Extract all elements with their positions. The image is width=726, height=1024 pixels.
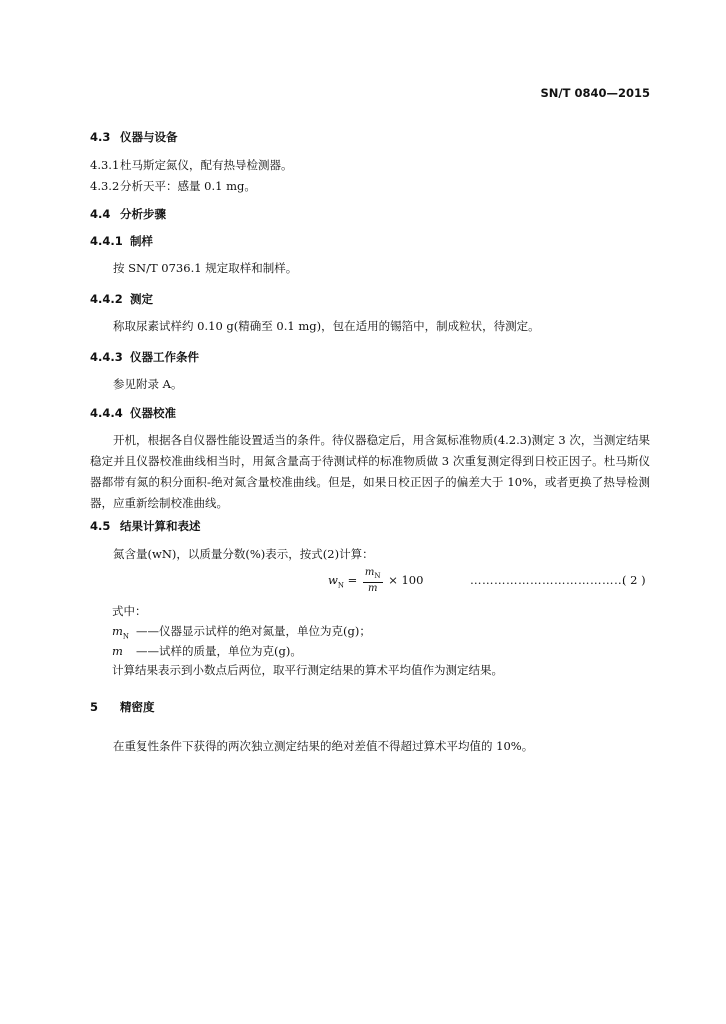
where-symbol [112, 624, 136, 640]
clause-title: 仪器校准 [130, 406, 176, 420]
section-5-heading [90, 699, 155, 715]
formula-denominator: m [367, 583, 378, 594]
clause-4-4-2-heading [90, 291, 153, 307]
formula-numerator [363, 567, 383, 583]
formula-number: ( 2 ) [622, 573, 646, 587]
clause-4-4-4-body: 开机，根据各自仪器性能设置适当的条件。待仪器稳定后，用含氮标准物质(4.2.3)测定 3 次，当测定结果稳定并且仪器校准曲线相当时，用氮含量高于待测试样的标准物质做 3 次重复测定得到日校正因子。杜马斯仪器都带有氮的积分面积-绝对氮含量校准曲线。但是，如果日校正因子的偏差大于 10%，或者更换了热导检测器，应重新绘制校准曲线。 [90, 433, 650, 510]
formula-multiplier: × 100 [388, 573, 424, 587]
clause-text: 杜马斯定氮仪，配有热导检测器。 [120, 158, 293, 172]
clause-4-4-1-body: 按 SN/T 0736.1 规定取样和制样。 [113, 261, 298, 275]
clause-4-3-1 [90, 157, 293, 173]
clause-number: 4.3.2 [90, 179, 120, 193]
symbol-letter: m [112, 644, 123, 658]
section-number: 4.4 [90, 207, 111, 221]
section-number: 4.3 [90, 130, 111, 144]
numerator-symbol: m [364, 567, 375, 578]
where-symbol [112, 644, 136, 658]
formula-leader-dots: ………………………………… [470, 573, 626, 587]
section-number: 4.5 [90, 519, 111, 533]
symbol-subscript: N [122, 632, 130, 641]
clause-4-4-4-heading [90, 405, 176, 421]
where-description: ——试样的质量，单位为克(g)。 [136, 644, 302, 658]
section-4-5-heading [90, 518, 201, 534]
result-note: 计算结果表示到小数点后两位，取平行测定结果的算术平均值作为测定结果。 [112, 663, 503, 677]
section-number: 5 [90, 700, 99, 714]
clause-4-4-3-body: 参见附录 A。 [113, 377, 183, 391]
numerator-subscript: N [374, 572, 381, 580]
formula-fraction [363, 567, 383, 595]
section-title: 分析步骤 [120, 207, 166, 221]
section-4-3-heading [90, 129, 178, 145]
clause-4-4-1-heading [90, 233, 153, 249]
clause-4-4-3-heading [90, 349, 199, 365]
calculation-intro: 氮含量(wN)，以质量分数(%)表示，按式(2)计算： [113, 547, 374, 561]
where-item-m [112, 643, 302, 659]
clause-title: 制样 [130, 234, 153, 248]
formula-lhs: w [328, 573, 338, 587]
standard-code: SN/T 0840—2015 [540, 86, 650, 100]
section-5-body: 在重复性条件下获得的两次独立测定结果的绝对差值不得超过算术平均值的 10%。 [113, 739, 534, 753]
section-4-4-heading [90, 206, 166, 222]
clause-number: 4.4.1 [90, 234, 123, 248]
clause-number: 4.3.1 [90, 158, 120, 172]
where-item-mn [112, 623, 371, 640]
section-title: 仪器与设备 [120, 130, 178, 144]
clause-title: 测定 [130, 292, 153, 306]
formula-equals: = [347, 573, 358, 587]
clause-number: 4.4.2 [90, 292, 123, 306]
symbol-letter: m [112, 624, 123, 638]
formula-lhs-subscript: N [337, 581, 344, 590]
clause-number: 4.4.3 [90, 350, 123, 364]
section-title: 结果计算和表述 [120, 519, 201, 533]
clause-number: 4.4.4 [90, 406, 123, 420]
section-title: 精密度 [120, 700, 155, 714]
formula-2 [328, 567, 423, 595]
where-label: 式中： [112, 604, 147, 618]
clause-4-4-2-body: 称取尿素试样约 0.10 g(精确至 0.1 mg)，包在适用的锡箔中，制成粒状，待测定。 [113, 319, 540, 333]
clause-text: 分析天平：感量 0.1 mg。 [120, 179, 256, 193]
clause-4-3-2 [90, 178, 256, 194]
clause-title: 仪器工作条件 [130, 350, 199, 364]
where-description: ——仪器显示试样的绝对氮量，单位为克(g)； [136, 624, 371, 638]
